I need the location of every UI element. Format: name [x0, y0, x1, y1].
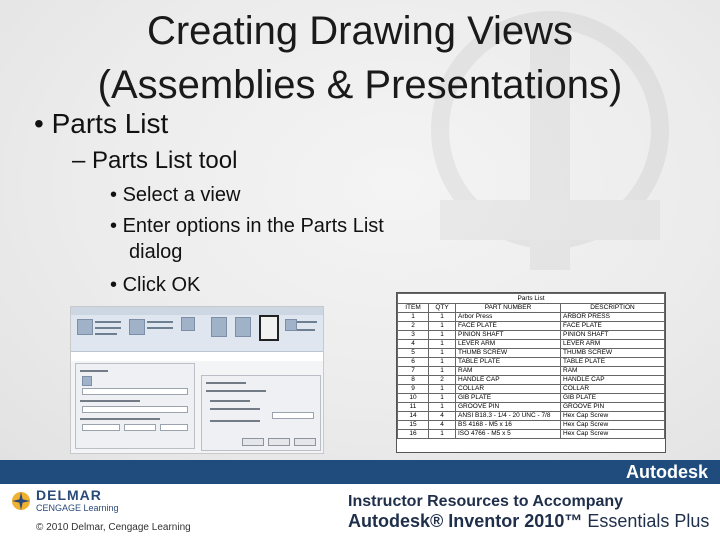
- cell-qty: 1: [429, 349, 456, 358]
- dialog-field: [82, 388, 188, 395]
- ribbon-icon: [285, 319, 297, 331]
- copyright-text: © 2010 Delmar, Cengage Learning: [36, 522, 191, 533]
- dialog-field: [124, 424, 156, 431]
- parts-list-table-image: [396, 292, 666, 453]
- bullet-select-view: • Select a view: [110, 184, 241, 206]
- cell-part-number: Arbor Press: [456, 313, 561, 322]
- cell-part-number: PINION SHAFT: [456, 331, 561, 340]
- dialog-right-panel: [201, 375, 321, 451]
- cell-description: Hex Cap Screw: [561, 430, 665, 439]
- cell-item: 2: [398, 322, 429, 331]
- cell-qty: 1: [429, 313, 456, 322]
- table-row: [398, 313, 665, 322]
- cell-item: 6: [398, 358, 429, 367]
- dialog-text: [210, 400, 250, 402]
- bullet-click-ok: • Click OK: [110, 274, 201, 296]
- ribbon-label: [147, 327, 173, 329]
- bullet-level-1: • Parts List: [34, 108, 169, 139]
- resources-line-2: [348, 511, 709, 532]
- cell-description: Hex Cap Screw: [561, 412, 665, 421]
- bullet-text: Select a view: [122, 184, 241, 206]
- parts-list-caption: Parts List: [398, 294, 665, 304]
- table-row: [398, 376, 665, 385]
- ribbon-icon: [211, 317, 227, 337]
- cell-qty: 1: [429, 340, 456, 349]
- cell-item: 1: [398, 313, 429, 322]
- cell-qty: 1: [429, 331, 456, 340]
- parts-list-tool-icon: [259, 315, 279, 341]
- cell-part-number: GIB PLATE: [456, 394, 561, 403]
- help-button-thumbnail: [294, 438, 316, 446]
- cell-item: 16: [398, 430, 429, 439]
- cell-description: COLLAR: [561, 385, 665, 394]
- cell-item: 11: [398, 403, 429, 412]
- cell-description: RAM: [561, 367, 665, 376]
- cell-description: GROOVE PIN: [561, 403, 665, 412]
- header-part-number: PART NUMBER: [456, 304, 561, 313]
- footer-blue-bar: [0, 460, 720, 484]
- book-subtitle: Essentials Plus: [582, 511, 710, 531]
- cell-item: 4: [398, 340, 429, 349]
- cell-part-number: ANSI B18.3 - 1/4 - 20 UNC - 7/8: [456, 412, 561, 421]
- table-row: [398, 322, 665, 331]
- cell-description: ARBOR PRESS: [561, 313, 665, 322]
- parts-list-body: [398, 313, 665, 439]
- cell-part-number: FACE PLATE: [456, 322, 561, 331]
- bullet-text: Click OK: [122, 274, 201, 296]
- resources-line-1: Instructor Resources to Accompany: [348, 493, 624, 510]
- table-header-row: [398, 304, 665, 313]
- ribbon-label: [297, 321, 317, 323]
- ribbon-label: [95, 327, 121, 329]
- dialog-text: [210, 420, 260, 422]
- cell-qty: 2: [429, 376, 456, 385]
- cell-description: FACE PLATE: [561, 322, 665, 331]
- table-row: [398, 340, 665, 349]
- cell-qty: 1: [429, 358, 456, 367]
- table-row: [398, 331, 665, 340]
- autodesk-logo-text: Autodesk: [625, 462, 708, 482]
- cell-item: 9: [398, 385, 429, 394]
- dialog-thumbnail: [71, 361, 323, 453]
- slide-title: [0, 4, 720, 112]
- bullet-level-2: – Parts List tool: [72, 147, 238, 174]
- book-title: Autodesk® Inventor 2010™: [348, 511, 583, 531]
- cell-item: 10: [398, 394, 429, 403]
- bullet-text: Enter options in the Parts List: [122, 215, 384, 237]
- cell-item: 7: [398, 367, 429, 376]
- cell-item: 14: [398, 412, 429, 421]
- delmar-logo-icon: [10, 490, 32, 512]
- cengage-logo: CENGAGE Learning: [36, 503, 119, 513]
- dialog-field: [82, 406, 188, 413]
- cell-part-number: BS 4168 - M5 x 16: [456, 421, 561, 430]
- table-row: [398, 403, 665, 412]
- ribbon-label: [297, 329, 315, 331]
- dialog-left-panel: [75, 363, 195, 449]
- cell-qty: 1: [429, 385, 456, 394]
- dialog-text: [80, 418, 160, 420]
- cell-part-number: LEVER ARM: [456, 340, 561, 349]
- cell-qty: 1: [429, 367, 456, 376]
- bullet-dialog-continuation: dialog: [129, 241, 183, 263]
- header-qty: QTY: [429, 304, 456, 313]
- cell-part-number: THUMB SCREW: [456, 349, 561, 358]
- cell-part-number: RAM: [456, 367, 561, 376]
- ribbon-icon: [77, 319, 93, 335]
- cell-part-number: GROOVE PIN: [456, 403, 561, 412]
- select-view-icon: [82, 376, 92, 386]
- cell-description: HANDLE CAP: [561, 376, 665, 385]
- cell-item: 8: [398, 376, 429, 385]
- dialog-text: [210, 408, 260, 410]
- table-row: [398, 421, 665, 430]
- dialog-field: [160, 424, 188, 431]
- ribbon-icon: [181, 317, 195, 331]
- dialog-text: [206, 390, 266, 392]
- cell-qty: 4: [429, 421, 456, 430]
- cell-item: 5: [398, 349, 429, 358]
- ribbon-label: [95, 321, 121, 323]
- dialog-field: [272, 412, 314, 419]
- parts-list-dialog-screenshot: [70, 306, 324, 454]
- title-line-1: Creating Drawing Views: [146, 9, 574, 53]
- cell-item: 15: [398, 421, 429, 430]
- cell-part-number: HANDLE CAP: [456, 376, 561, 385]
- cell-description: PINION SHAFT: [561, 331, 665, 340]
- table-row: [398, 430, 665, 439]
- ribbon-label: [147, 321, 173, 323]
- cell-item: 3: [398, 331, 429, 340]
- ok-button-thumbnail: [242, 438, 264, 446]
- cell-description: THUMB SCREW: [561, 349, 665, 358]
- delmar-logo: DELMAR: [36, 487, 102, 503]
- cell-part-number: ISO 4766 - M5 x 5: [456, 430, 561, 439]
- dialog-text: [80, 370, 108, 372]
- cell-description: TABLE PLATE: [561, 358, 665, 367]
- table-row: [398, 385, 665, 394]
- table-row: [398, 367, 665, 376]
- table-row: [398, 412, 665, 421]
- table-row: [398, 358, 665, 367]
- cell-qty: 4: [429, 412, 456, 421]
- ribbon-icon: [235, 317, 251, 337]
- cancel-button-thumbnail: [268, 438, 290, 446]
- parts-list-table: [397, 293, 665, 439]
- ribbon-tabs: [71, 307, 323, 315]
- header-item: ITEM: [398, 304, 429, 313]
- header-description: DESCRIPTION: [561, 304, 665, 313]
- cell-qty: 1: [429, 403, 456, 412]
- bullet-parts-list: Parts List: [51, 108, 169, 139]
- cell-part-number: COLLAR: [456, 385, 561, 394]
- table-row: [398, 349, 665, 358]
- dialog-text: [80, 400, 140, 402]
- cell-description: LEVER ARM: [561, 340, 665, 349]
- cell-part-number: TABLE PLATE: [456, 358, 561, 367]
- dialog-field: [82, 424, 120, 431]
- table-row: [398, 394, 665, 403]
- cell-qty: 1: [429, 322, 456, 331]
- dialog-text: [206, 382, 246, 384]
- ribbon-thumbnail: [71, 307, 323, 352]
- title-line-2: (Assemblies & Presentations): [97, 63, 623, 107]
- cell-description: GIB PLATE: [561, 394, 665, 403]
- bullet-enter-options: • Enter options in the Parts List: [110, 215, 384, 237]
- cell-qty: 1: [429, 394, 456, 403]
- cell-description: Hex Cap Screw: [561, 421, 665, 430]
- ribbon-label: [95, 333, 117, 335]
- cell-qty: 1: [429, 430, 456, 439]
- ribbon-icon: [129, 319, 145, 335]
